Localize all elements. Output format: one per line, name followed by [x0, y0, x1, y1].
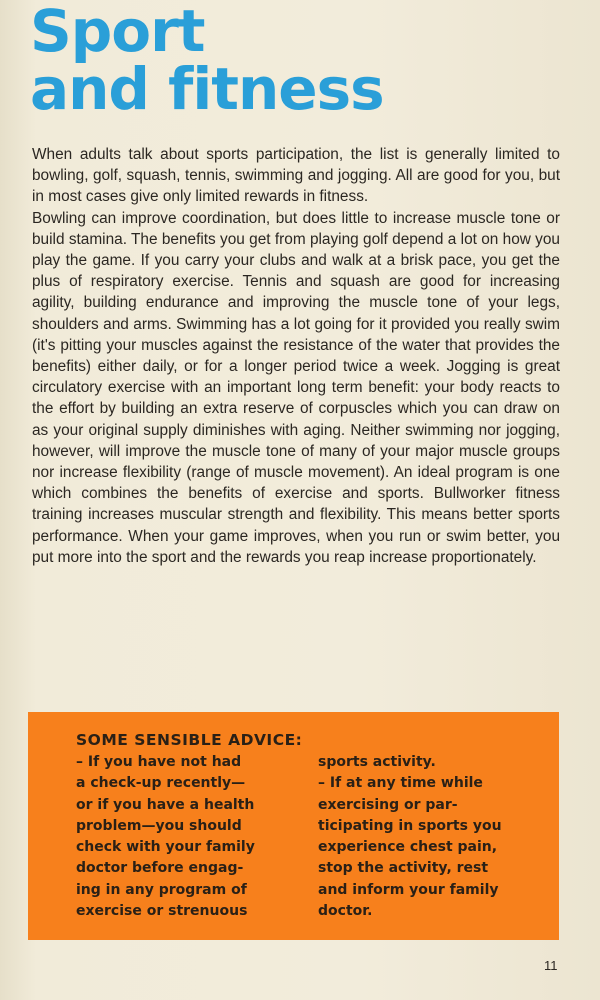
- advice-line: – If at any time while: [318, 775, 483, 792]
- advice-box: [28, 712, 559, 940]
- advice-line: – If you have not had: [76, 754, 242, 770]
- advice-line: exercise or strenuous: [76, 903, 248, 920]
- advice-line: or if you have a health: [76, 796, 255, 813]
- advice-line: check with your family: [76, 839, 255, 856]
- advice-line: sports activity.: [318, 754, 436, 770]
- advice-columns: [76, 752, 539, 922]
- title-line-2: and fitness: [30, 55, 384, 123]
- advice-heading: SOME SENSIBLE ADVICE:: [76, 731, 303, 749]
- advice-line: doctor.: [318, 903, 373, 920]
- advice-line: ing in any program of: [76, 881, 247, 898]
- page-title: [30, 0, 384, 123]
- advice-line: problem—you should: [76, 817, 242, 834]
- body-text: [32, 144, 560, 568]
- advice-line: stop the activity, rest: [318, 860, 489, 877]
- advice-line: and inform your family: [318, 881, 499, 898]
- paragraph-sports: Bowling can improve coordination, but does little to increase muscle tone or build stamina. The benefits you get from playing golf depend a lot on how you play the game. If you carry your clubs and walk at a brisk pace, you get the plus of respiratory exercise. Tennis and squash are good for increasing agility, building endurance and improving the muscle tone of your legs, shoulders and arms. Swimming has a lot going for it provided you really swim (it's pitting your muscles against the resistance of the water that provides the benefits) either daily, or for a longer period twice a week. Jogging is great circulatory exercise with an important long term benefit: your body reacts to the effort by building an extra reserve of corpuscles which you can draw on as your original supply diminishes with aging. Neither swimming nor jogging, however, will improve the muscle tone of many of your major muscle groups nor increase flexibility (range of muscle movement). An ideal program is one which combines the benefits of exercise and sports. Bullworker fitness training increases muscular strength and flexibility. This means better sports performance. When your game improves, when you run or swim better, you put more into the sport and the rewards you reap increase proportionately.: [32, 209, 560, 566]
- advice-left-column: [76, 752, 318, 922]
- advice-line: doctor before engag-: [76, 860, 244, 877]
- advice-right-column: [318, 752, 528, 922]
- paragraph-intro: When adults talk about sports participation, the list is generally limited to bowling, golf, squash, tennis, swimming and jogging. All are good for you, but in most cases give only limited rewards in fitness.: [32, 146, 560, 206]
- title-line-1: Sport: [30, 0, 205, 65]
- advice-line: experience chest pain,: [318, 839, 498, 856]
- advice-line: a check-up recently—: [76, 775, 246, 792]
- advice-line: ticipating in sports you: [318, 817, 502, 834]
- page-number: 11: [544, 958, 558, 973]
- advice-line: exercising or par-: [318, 796, 458, 813]
